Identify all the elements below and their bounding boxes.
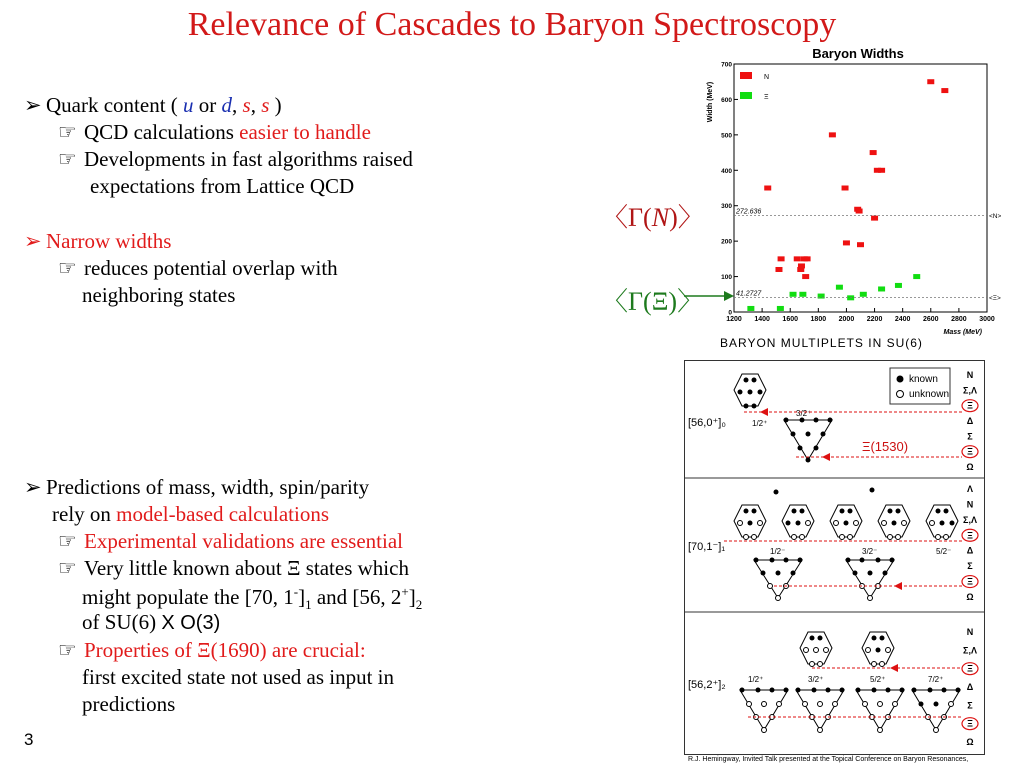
x-tick-label: 1800 <box>810 316 827 323</box>
chart-annotations <box>734 208 1001 301</box>
data-point <box>836 285 843 290</box>
side-label: Ω <box>966 462 974 472</box>
mean-value-label: 41.2727 <box>736 290 762 298</box>
side-label: Δ <box>966 682 974 692</box>
text: reduces potential overlap with <box>84 256 338 280</box>
gamma-xi-label: 〈Γ(Ξ)〉 <box>602 287 704 316</box>
bullet-predictions <box>24 477 369 498</box>
data-point <box>860 292 867 297</box>
x-tick-label: 1200 <box>726 316 742 323</box>
text: Narrow widths <box>46 229 172 253</box>
xi1530-label: Ξ(1530) <box>862 439 909 454</box>
pointing-hand-icon: ☞ <box>58 529 77 553</box>
data-point <box>856 209 863 214</box>
quark-u: u <box>183 93 194 117</box>
panel3-j3: 5/2⁺ <box>870 675 886 684</box>
text: N <box>651 203 670 232</box>
data-point <box>913 274 920 279</box>
slide-number: 3 <box>24 730 34 749</box>
side-label: Ξ <box>967 446 973 457</box>
sub-bullet-xi1690 <box>58 640 366 661</box>
text: rely on <box>52 502 117 526</box>
panel2-j3: 5/2⁻ <box>936 547 952 556</box>
text: 〈 <box>602 203 629 232</box>
text: Predictions of mass, width, spin/parity <box>46 475 370 499</box>
data-point <box>798 263 805 268</box>
chart-legend <box>740 72 769 101</box>
x-tick-label: 2600 <box>922 316 939 323</box>
diagram-frame <box>685 361 985 755</box>
citation-credit: R.J. Hemingway, Invited Talk presented at the Topical Conference on Baryon Resonances, <box>688 756 969 763</box>
side-label: Ξ <box>967 663 973 674</box>
text: , <box>232 93 243 117</box>
panel3-side-labels <box>962 627 978 747</box>
panel3-label: [56,2⁺]₂ <box>688 679 726 691</box>
chart-marks <box>747 79 948 311</box>
side-label: Σ <box>967 431 973 442</box>
sup: - <box>293 584 299 599</box>
x-tick-label: 2200 <box>866 316 883 323</box>
multiplet-title: BARYON MULTIPLETS IN SU(6) <box>720 336 923 350</box>
panel2-side-labels <box>962 484 978 602</box>
mean-right-label: <N> <box>989 212 1002 220</box>
side-label: Ξ <box>967 530 973 541</box>
side-label: Δ <box>966 416 974 426</box>
y-tick-label: 600 <box>721 96 732 104</box>
x-tick-label: 2800 <box>951 316 967 323</box>
quark-d: d <box>221 93 233 117</box>
data-point <box>802 274 809 279</box>
panel1-label: [56,0⁺]₀ <box>688 417 726 429</box>
bullet-quark-content <box>24 95 282 116</box>
data-point <box>777 306 784 311</box>
side-label: Σ <box>967 561 973 572</box>
text-line: predictions <box>82 692 176 716</box>
arrow-icon <box>760 408 768 416</box>
arrow-bullet-icon: ➢ <box>24 93 42 117</box>
side-label: Σ,Λ <box>963 645 977 656</box>
panel2-label: [70,1⁻]₁ <box>688 541 726 553</box>
mean-right-label: <Ξ> <box>989 294 1001 302</box>
data-point <box>829 132 836 137</box>
panel2-open-dots <box>738 521 949 540</box>
text: Experimental validations are essential <box>84 529 403 553</box>
text-line: first excited state not used as input in <box>82 665 395 689</box>
side-label: Σ <box>967 700 973 711</box>
mean-value-label: 272.636 <box>736 208 762 216</box>
arrow-bullet-icon: ➢ <box>24 475 42 499</box>
x-tick-label: 2400 <box>894 316 911 323</box>
data-point <box>790 292 797 297</box>
sup: + <box>401 584 409 599</box>
text: and [56, 2 <box>311 585 402 609</box>
sub-bullet-qcd <box>58 122 371 143</box>
text: of SU(6) <box>82 610 162 634</box>
quark-s: s <box>261 93 270 117</box>
x-tick-label: 1600 <box>782 316 799 323</box>
panel3-triangles <box>740 690 960 730</box>
side-label: Σ,Λ <box>963 514 977 525</box>
pointing-hand-icon: ☞ <box>58 147 77 171</box>
pointing-hand-icon: ☞ <box>58 120 77 144</box>
slide-title: Relevance of Cascades to Baryon Spectroscopy <box>187 6 837 43</box>
text: QCD calculations <box>84 120 240 144</box>
arrow-icon <box>822 453 830 461</box>
panel1-j1: 1/2⁺ <box>752 419 768 428</box>
su6-multiplet-diagram <box>684 360 986 756</box>
data-point <box>764 186 771 191</box>
panel2-triangles <box>754 560 894 598</box>
text: Γ( <box>628 203 652 232</box>
side-label: N <box>966 499 974 510</box>
x-tick-label: 2000 <box>838 316 855 323</box>
panel3-j2: 3/2⁺ <box>808 675 824 684</box>
panel2-j1: 1/2⁻ <box>770 547 786 556</box>
quark-s: s <box>242 93 251 117</box>
arrow-icon <box>890 664 898 672</box>
text: X O(3) <box>161 612 221 634</box>
data-point <box>804 256 811 261</box>
panel2-dots <box>744 488 955 526</box>
text-line <box>52 504 329 525</box>
sub-bullet-developments <box>58 149 413 170</box>
highlight: Properties of Ξ(1690) are crucial: <box>84 638 366 662</box>
panel1-side-labels <box>962 370 978 472</box>
side-label: Ω <box>966 592 974 602</box>
side-label: Λ <box>966 484 974 494</box>
data-point <box>847 295 854 300</box>
legend-unknown: unknown <box>909 389 950 400</box>
highlight: easier to handle <box>239 120 371 144</box>
x-tick-label: 1400 <box>754 316 770 323</box>
text-line <box>82 612 220 633</box>
data-point <box>778 256 785 261</box>
legend-swatch <box>740 92 752 99</box>
text-line <box>82 585 422 611</box>
data-point <box>747 306 754 311</box>
pointing-hand-icon: ☞ <box>58 638 77 662</box>
data-point <box>927 79 934 84</box>
panel2-j2: 3/2⁻ <box>862 547 878 556</box>
y-tick-label: 200 <box>721 238 732 246</box>
pointing-hand-icon: ☞ <box>58 256 77 280</box>
x-axis-label: Mass (MeV) <box>943 329 982 336</box>
text: ] <box>408 585 416 609</box>
text: or <box>193 93 222 117</box>
side-label: Σ,Λ <box>963 385 977 396</box>
data-point <box>941 88 948 93</box>
legend-known: known <box>909 374 938 385</box>
text: ] <box>298 585 306 609</box>
side-label: N <box>966 627 974 637</box>
text: might populate the [70, 1 <box>82 585 294 609</box>
decuplet-triangle <box>784 420 832 460</box>
legend-entry: N <box>764 74 770 81</box>
text: ) <box>269 93 282 117</box>
data-point <box>842 186 849 191</box>
pointing-hand-icon: ☞ <box>58 556 77 580</box>
text-line: neighboring states <box>82 283 236 307</box>
panel3-dots <box>810 636 885 653</box>
sub-bullet-xi-states <box>58 558 409 579</box>
data-point <box>794 256 801 261</box>
side-label: N <box>966 370 974 380</box>
data-point <box>895 283 902 288</box>
data-point <box>878 286 885 291</box>
bullet-narrow-widths <box>24 231 171 252</box>
data-point <box>857 242 864 247</box>
gamma-n-label <box>602 197 704 234</box>
text: , <box>250 93 262 117</box>
text-line: expectations from Lattice QCD <box>90 174 355 198</box>
y-tick-label: 700 <box>721 61 732 69</box>
y-tick-label: 100 <box>721 274 732 282</box>
side-label: Ξ <box>967 400 973 411</box>
panel3-j4: 7/2⁺ <box>928 675 944 684</box>
highlight: model-based calculations <box>116 502 329 526</box>
side-label: Ξ <box>967 718 973 729</box>
data-point <box>799 292 806 297</box>
y-tick-label: 0 <box>728 309 732 317</box>
y-tick-label: 400 <box>721 167 732 175</box>
sub-bullet-overlap <box>58 258 338 279</box>
data-point <box>818 294 825 299</box>
x-tick-label: 3000 <box>979 316 995 323</box>
panel1-j2: 3/2⁺ <box>796 409 812 418</box>
y-tick-label: 500 <box>721 132 732 140</box>
data-point <box>878 168 885 173</box>
known-dot-icon <box>897 376 904 383</box>
arrow-bullet-icon: ➢ <box>24 229 42 253</box>
text: Developments in fast algorithms raised <box>84 147 413 171</box>
side-label: Δ <box>966 545 974 556</box>
sub-bullet-validations <box>58 531 403 552</box>
baryon-widths-chart <box>700 42 1000 340</box>
side-label: Ω <box>966 737 974 747</box>
legend-entry: Ξ <box>764 94 769 101</box>
data-point <box>775 267 782 272</box>
text: Quark content ( <box>46 93 184 117</box>
plot-frame <box>734 64 987 312</box>
text: )〉 <box>669 203 704 232</box>
data-point <box>843 240 850 245</box>
chart-ticks <box>721 62 995 324</box>
panel3-j1: 1/2⁺ <box>748 675 764 684</box>
sub: 2 <box>415 597 423 613</box>
y-axis-label: Width (MeV) <box>707 81 714 123</box>
data-point <box>870 150 877 155</box>
unknown-dot-icon <box>897 391 904 398</box>
chart-title: Baryon Widths <box>812 46 904 61</box>
legend-swatch <box>740 72 752 79</box>
y-tick-label: 300 <box>721 203 732 211</box>
sub: 1 <box>305 597 312 613</box>
data-point <box>871 216 878 221</box>
text: Very little known about Ξ states which <box>84 556 409 580</box>
arrow-icon <box>894 582 902 590</box>
side-label: Ξ <box>967 576 973 587</box>
